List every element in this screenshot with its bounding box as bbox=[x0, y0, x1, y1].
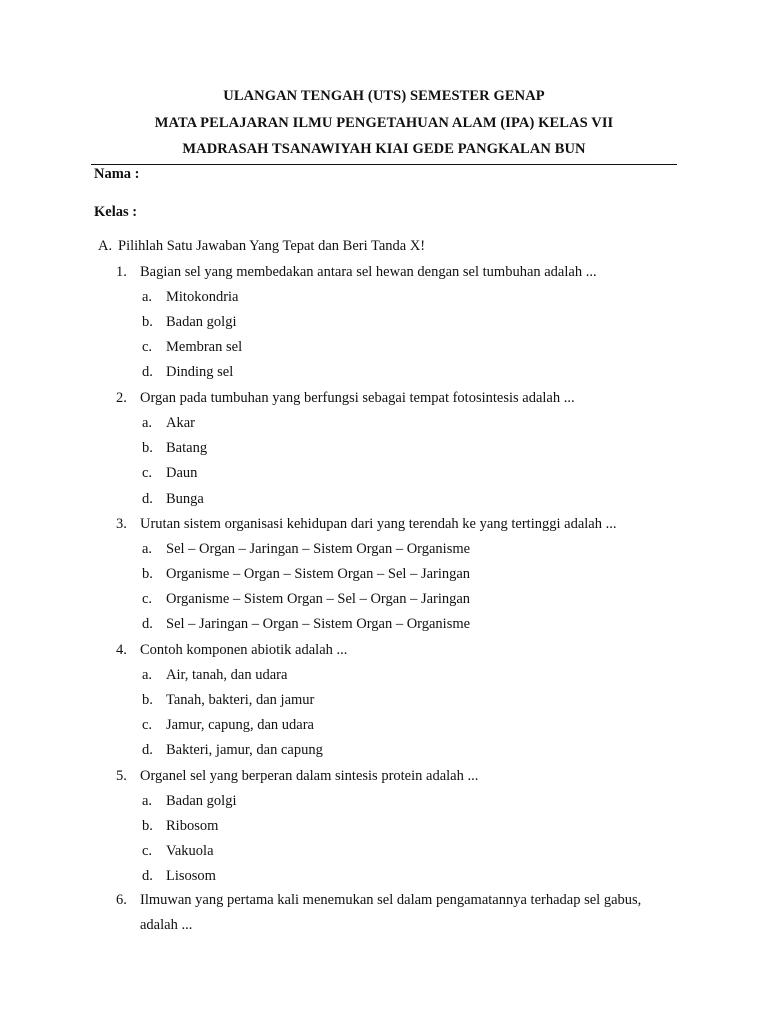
header-school: MADRASAH TSANAWIYAH KIAI GEDE PANGKALAN BUN bbox=[182, 141, 586, 157]
option-text: Lisosom bbox=[166, 868, 216, 884]
option-text: Badan golgi bbox=[166, 314, 237, 330]
question-number: 5. bbox=[116, 768, 127, 784]
option-text: Air, tanah, dan udara bbox=[166, 667, 288, 683]
question-number: 2. bbox=[116, 390, 127, 406]
option-text: Dinding sel bbox=[166, 364, 234, 380]
option-text: Sel – Jaringan – Organ – Sistem Organ – Organisme bbox=[166, 616, 471, 632]
option-text: Organisme – Organ – Sistem Organ – Sel – Jaringan bbox=[166, 566, 471, 582]
option-text: Batang bbox=[166, 440, 208, 456]
section-a-instruction bbox=[98, 238, 425, 255]
option-letter: d. bbox=[142, 742, 153, 758]
question-text: Organ pada tumbuhan yang berfungsi sebagai tempat fotosintesis adalah ... bbox=[140, 390, 575, 406]
option-3d bbox=[142, 616, 470, 633]
option-1b bbox=[142, 314, 236, 331]
option-letter: c. bbox=[142, 339, 153, 355]
name-field-label: Nama : bbox=[94, 166, 140, 182]
option-letter: c. bbox=[142, 465, 153, 481]
option-letter: a. bbox=[142, 289, 153, 305]
option-4d bbox=[142, 742, 323, 759]
option-text: Tanah, bakteri, dan jamur bbox=[166, 692, 315, 708]
question-4 bbox=[116, 642, 347, 659]
option-1c bbox=[142, 339, 242, 356]
option-text: Bunga bbox=[166, 491, 204, 507]
option-5b bbox=[142, 818, 218, 835]
question-text: Bagian sel yang membedakan antara sel hewan dengan sel tumbuhan adalah ... bbox=[140, 264, 597, 280]
option-text: Membran sel bbox=[166, 339, 243, 355]
option-letter: d. bbox=[142, 616, 153, 632]
question-number: 1. bbox=[116, 264, 127, 280]
question-2 bbox=[116, 390, 575, 407]
option-1d bbox=[142, 364, 233, 381]
option-3a bbox=[142, 541, 470, 558]
option-5d bbox=[142, 868, 216, 885]
option-letter: b. bbox=[142, 692, 153, 708]
question-5 bbox=[116, 768, 478, 785]
option-3c bbox=[142, 591, 470, 608]
option-letter: b. bbox=[142, 566, 153, 582]
option-text: Akar bbox=[166, 415, 195, 431]
option-text: Badan golgi bbox=[166, 793, 237, 809]
option-text: Bakteri, jamur, dan capung bbox=[166, 742, 323, 758]
question-text: Contoh komponen abiotik adalah ... bbox=[140, 642, 348, 658]
question-3 bbox=[116, 516, 616, 533]
option-3b bbox=[142, 566, 470, 583]
option-2b bbox=[142, 440, 207, 457]
option-5a bbox=[142, 793, 236, 810]
header-title: ULANGAN TENGAH (UTS) SEMESTER GENAP bbox=[223, 88, 545, 104]
question-number: 6. bbox=[116, 892, 127, 908]
option-text: Organisme – Sistem Organ – Sel – Organ – Jaringan bbox=[166, 591, 471, 607]
option-1a bbox=[142, 289, 239, 306]
option-4c bbox=[142, 717, 314, 734]
question-number: 3. bbox=[116, 516, 127, 532]
question-text: Ilmuwan yang pertama kali menemukan sel dalam pengamatannya terhadap sel gabus, adalah ... bbox=[140, 892, 642, 933]
option-2a bbox=[142, 415, 195, 432]
option-letter: a. bbox=[142, 793, 153, 809]
option-letter: d. bbox=[142, 491, 153, 507]
option-text: Jamur, capung, dan udara bbox=[166, 717, 314, 733]
option-2c bbox=[142, 465, 197, 482]
option-letter: a. bbox=[142, 541, 153, 557]
option-letter: b. bbox=[142, 314, 153, 330]
header-subject: MATA PELAJARAN ILMU PENGETAHUAN ALAM (IPA) KELAS VII bbox=[154, 115, 614, 131]
option-letter: a. bbox=[142, 667, 153, 683]
question-number: 4. bbox=[116, 642, 127, 658]
option-text: Daun bbox=[166, 465, 198, 481]
class-field-label: Kelas : bbox=[94, 204, 138, 220]
option-letter: c. bbox=[142, 591, 153, 607]
option-2d bbox=[142, 491, 204, 508]
option-letter: c. bbox=[142, 843, 153, 859]
header-divider bbox=[91, 164, 677, 165]
option-text: Mitokondria bbox=[166, 289, 239, 305]
option-letter: d. bbox=[142, 364, 153, 380]
question-1 bbox=[116, 264, 597, 281]
question-6 bbox=[116, 888, 686, 938]
question-text: Organel sel yang berperan dalam sintesis protein adalah ... bbox=[140, 768, 479, 784]
option-letter: a. bbox=[142, 415, 153, 431]
option-4b bbox=[142, 692, 314, 709]
option-letter: d. bbox=[142, 868, 153, 884]
option-text: Sel – Organ – Jaringan – Sistem Organ – Organisme bbox=[166, 541, 471, 557]
option-4a bbox=[142, 667, 287, 684]
option-letter: c. bbox=[142, 717, 153, 733]
section-instruction-text: Pilihlah Satu Jawaban Yang Tepat dan Beri Tanda X! bbox=[118, 238, 426, 254]
option-5c bbox=[142, 843, 214, 860]
question-text: Urutan sistem organisasi kehidupan dari yang terendah ke yang tertinggi adalah ... bbox=[140, 516, 617, 532]
option-text: Vakuola bbox=[166, 843, 214, 859]
option-letter: b. bbox=[142, 818, 153, 834]
option-letter: b. bbox=[142, 440, 153, 456]
option-text: Ribosom bbox=[166, 818, 219, 834]
section-label: A. bbox=[98, 238, 113, 254]
